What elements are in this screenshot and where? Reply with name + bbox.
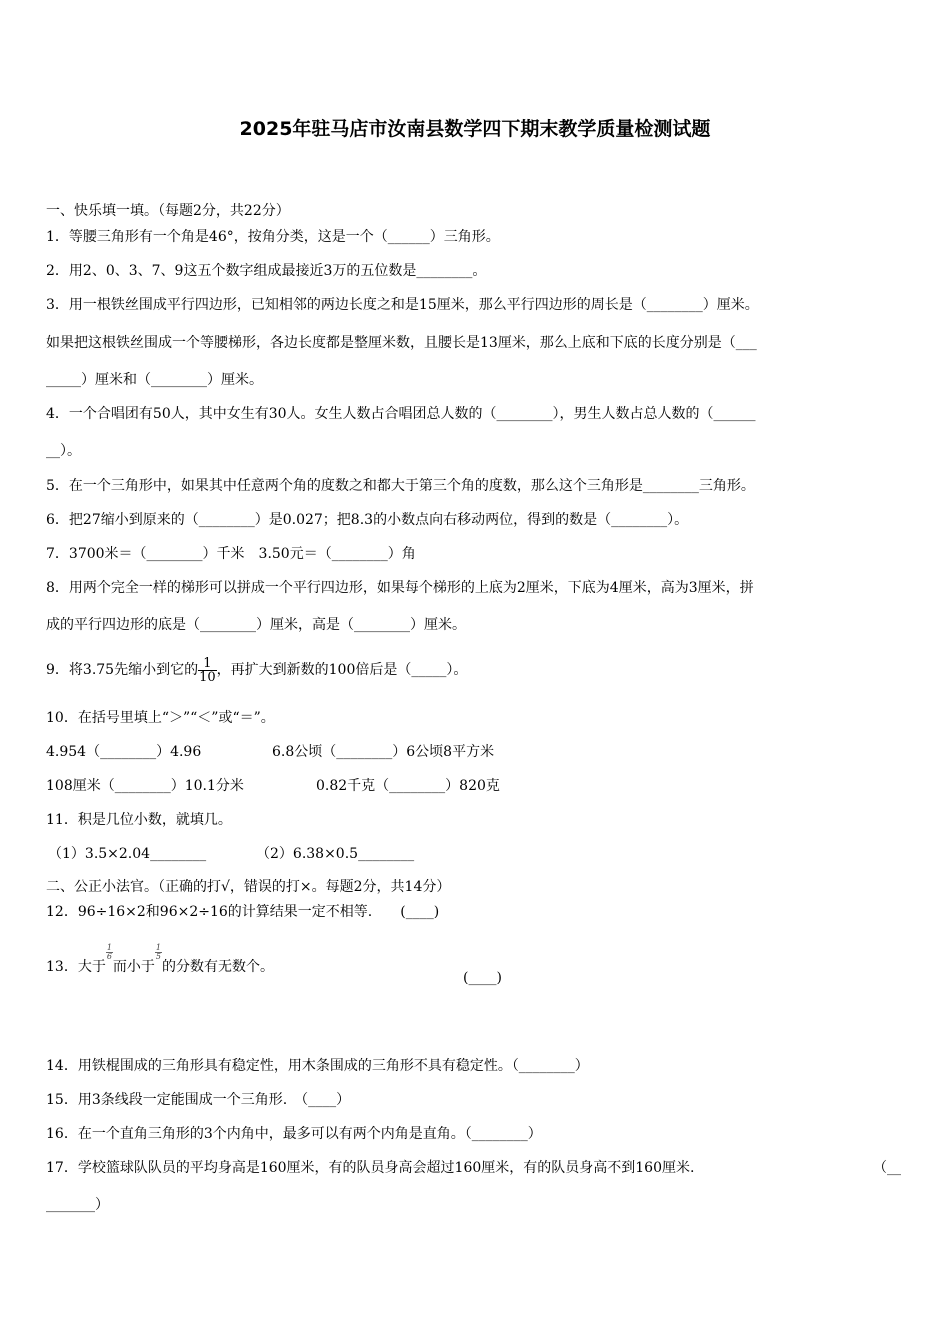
- fraction-numerator: 1: [155, 943, 162, 952]
- fraction-denominator: 5: [155, 952, 162, 961]
- fraction-denominator: 10: [199, 669, 216, 685]
- question-13-answer-blank: (____): [463, 970, 502, 986]
- question-4-line-2: __）。: [46, 443, 81, 459]
- question-17-answer-open: （__: [873, 1160, 901, 1176]
- question-13-text-b: 而小于: [112, 959, 155, 975]
- question-3-line-1: 3．用一根铁丝围成平行四边形，已知相邻的两边长度之和是15厘米，那么平行四边形的周长是（________）厘米。: [46, 297, 759, 313]
- question-12: 12．96÷16×2和96×2÷16的计算结果一定不相等. (____): [46, 904, 440, 920]
- fraction-denominator: 6: [106, 952, 112, 961]
- question-3-line-3: _____）厘米和（________）厘米。: [46, 372, 263, 388]
- question-10-row-2-b: 0.82千克（________）820克: [316, 778, 500, 794]
- question-11-part-1: （1）3.5×2.04________: [48, 846, 207, 862]
- fraction-one-tenth: [198, 657, 217, 684]
- question-10-row-1-b: 6.8公顷（________）6公顷8平方米: [272, 744, 495, 760]
- question-14: 14．用铁棍围成的三角形具有稳定性，用木条围成的三角形不具有稳定性。（________）: [46, 1058, 589, 1074]
- question-9: [46, 645, 467, 695]
- question-10-row-2-a: 108厘米（________）10.1分米: [46, 778, 244, 794]
- question-17-line-2: _______）: [46, 1197, 109, 1213]
- fraction-numerator: 1: [198, 657, 217, 671]
- question-3-line-2: 如果把这根铁丝围成一个等腰梯形，各边长度都是整厘米数，且腰长是13厘米，那么上底和下底的长度分别是（___: [46, 335, 757, 351]
- question-17-line-1: 17．学校篮球队队员的平均身高是160厘米，有的队员身高会超过160厘米，有的队员身高不到160厘米.: [46, 1160, 695, 1176]
- page-title: 2025年驻马店市汝南县数学四下期末教学质量检测试题: [239, 118, 711, 140]
- question-2: 2．用2、0、3、7、9这五个数字组成最接近3万的五位数是________。: [46, 263, 487, 279]
- fraction-one-fifth: [155, 944, 162, 961]
- section-2-heading: 二、公正小法官。（正确的打√，错误的打×。每题2分，共14分）: [46, 879, 451, 895]
- question-15: 15．用3条线段一定能围成一个三角形. （____）: [46, 1092, 351, 1108]
- question-13-text-c: 的分数有无数个。: [162, 959, 275, 975]
- section-1-heading: 一、快乐填一填。（每题2分，共22分）: [46, 203, 290, 219]
- question-10-heading: 10．在括号里填上“＞”“＜”或“＝”。: [46, 710, 275, 726]
- question-11-heading: 11．积是几位小数，就填几。: [46, 812, 232, 828]
- question-16: 16．在一个直角三角形的3个内角中，最多可以有两个内角是直角。（________）: [46, 1126, 542, 1142]
- question-13: [46, 944, 274, 990]
- question-8-line-1: 8．用两个完全一样的梯形可以拼成一个平行四边形，如果每个梯形的上底为2厘米，下底为4厘米，高为3厘米，拼: [46, 580, 754, 596]
- question-5: 5．在一个三角形中，如果其中任意两个角的度数之和都大于第三个角的度数，那么这个三角形是________三角形。: [46, 478, 755, 494]
- question-1: 1．等腰三角形有一个角是46°，按角分类，这是一个（______）三角形。: [46, 229, 500, 245]
- question-8-line-2: 成的平行四边形的底是（________）厘米，高是（________）厘米。: [46, 617, 466, 633]
- fraction-numerator: 1: [106, 943, 112, 952]
- question-4-line-1: 4．一个合唱团有50人，其中女生有30人。女生人数占合唱团总人数的（________），男生人数占总人数的（______: [46, 406, 756, 422]
- question-6: 6．把27缩小到原来的（________）是0.027；把8.3的小数点向右移动两位，得到的数是（________）。: [46, 512, 689, 528]
- question-10-row-1-a: 4.954（________）4.96: [46, 744, 202, 760]
- question-9-text-after: ，再扩大到新数的100倍后是（_____）。: [216, 662, 468, 678]
- fraction-one-sixth: [106, 944, 113, 961]
- question-11-part-2: （2）6.38×0.5________: [256, 846, 415, 862]
- question-7: 7．3700米＝（________）千米 3.50元＝（________）角: [46, 546, 416, 562]
- question-13-text-a: 13．大于: [46, 959, 106, 975]
- question-9-text-before: 9．将3.75先缩小到它的: [46, 662, 199, 678]
